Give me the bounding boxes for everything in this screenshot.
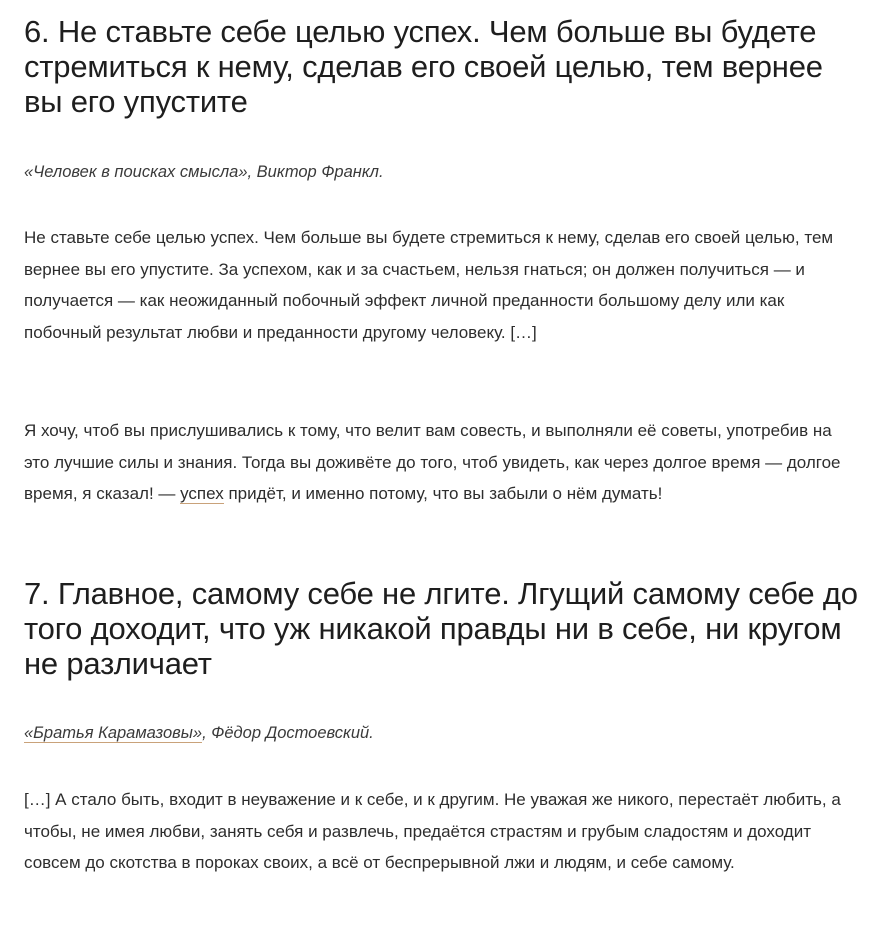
brothers-karamazov-link[interactable]: «Братья Карамазовы»	[24, 724, 203, 742]
section-6-paragraph-2	[24, 415, 856, 510]
section-6-paragraph-2-text-a: Я хочу, чтоб вы прислушивались к тому, что велит вам совесть, и выполняли её советы, употребив на это лучшие силы и знания. Тогда вы доживёте до того, чтоб увидеть, как через долгое время — долгое время, я сказал! —	[24, 421, 841, 503]
section-6-source: «Человек в поисках смысла», Виктор Франкл.	[24, 163, 384, 181]
section-7-paragraph-1: […] А стало быть, входит в неуважение и к себе, и к другим. Не уважая же никого, перестаёт любить, а чтобы, не имея любви, занять себя и развлечь, предаётся страстям и грубым сладостям и доходит совсем до скотства в пороках своих, а всё от беспрерывной лжи и людям, и себе самому.	[24, 790, 841, 872]
success-link[interactable]: успех	[180, 484, 224, 503]
section-7-source	[24, 722, 374, 744]
section-6-paragraph-2-text-b: придёт, и именно потому, что вы забыли о нём думать!	[223, 484, 663, 503]
section-7-heading: 7. Главное, самому себе не лгите. Лгущий самому себе до того доходит, что уж никакой правды ни в себе, ни кругом не различает	[24, 576, 858, 681]
section-7-source-author: , Фёдор Достоевский.	[202, 724, 374, 742]
section-6-heading: 6. Не ставьте себе целью успех. Чем больше вы будете стремиться к нему, сделав его своей целью, тем вернее вы его упустите	[24, 14, 823, 119]
section-6-paragraph-1: Не ставьте себе целью успех. Чем больше вы будете стремиться к нему, сделав его своей целью, тем вернее вы его упустите. За успехом, как и за счастьем, нельзя гнаться; он должен получиться — и получается — как неожиданный побочный эффект личной преданности большому делу или как побочный результат любви и преданности другому человеку. […]	[24, 228, 834, 342]
